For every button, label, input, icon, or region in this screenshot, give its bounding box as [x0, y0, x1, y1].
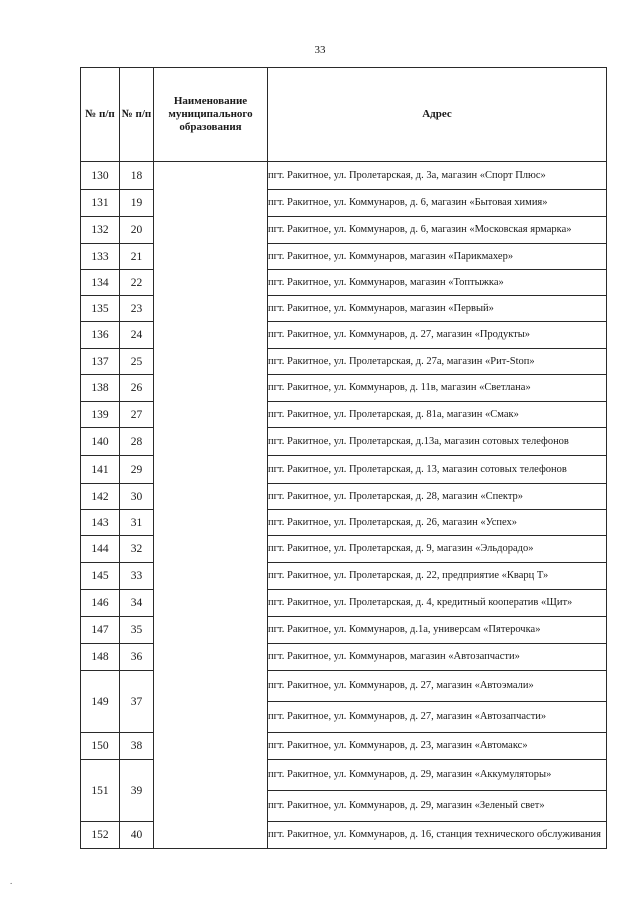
row-number: 147: [81, 617, 120, 644]
row-number: 134: [81, 270, 120, 296]
address-cell: пгт. Ракитное, ул. Пролетарская, д.13а, магазин сотовых телефонов: [268, 428, 607, 456]
address-cell: пгт. Ракитное, ул. Пролетарская, д. 13, магазин сотовых телефонов: [268, 456, 607, 484]
local-number: 31: [120, 510, 154, 536]
address-cell: пгт. Ракитное, ул. Пролетарская, д. 4, кредитный кооператив «Щит»: [268, 590, 607, 617]
row-number: 145: [81, 563, 120, 590]
local-number: 21: [120, 244, 154, 270]
header-num-2: № п/п: [120, 68, 154, 162]
address-cell: пгт. Ракитное, ул. Коммунаров, магазин «Автозапчасти»: [268, 644, 607, 671]
address-cell: пгт. Ракитное, ул. Коммунаров, д. 11в, магазин «Светлана»: [268, 375, 607, 402]
address-cell: пгт. Ракитное, ул. Коммунаров, д. 29, магазин «Аккумуляторы»: [268, 760, 607, 791]
row-number: 146: [81, 590, 120, 617]
address-cell: пгт. Ракитное, ул. Пролетарская, д. 3а, магазин «Спорт Плюс»: [268, 162, 607, 190]
address-cell: пгт. Ракитное, ул. Коммунаров, магазин «Первый»: [268, 296, 607, 322]
row-number: 136: [81, 322, 120, 349]
local-number: 24: [120, 322, 154, 349]
address-cell: пгт. Ракитное, ул. Пролетарская, д. 22, предприятие «Кварц Т»: [268, 563, 607, 590]
local-number: 28: [120, 428, 154, 456]
address-cell: пгт. Ракитное, ул. Коммунаров, д. 27, магазин «Продукты»: [268, 322, 607, 349]
local-number: 32: [120, 536, 154, 563]
address-cell: пгт. Ракитное, ул. Коммунаров, магазин «Топтыжка»: [268, 270, 607, 296]
row-number: 138: [81, 375, 120, 402]
local-number: 27: [120, 402, 154, 428]
address-cell: пгт. Ракитное, ул. Коммунаров, д. 6, магазин «Московская ярмарка»: [268, 217, 607, 244]
row-number: 150: [81, 733, 120, 760]
local-number: 33: [120, 563, 154, 590]
row-number: 142: [81, 484, 120, 510]
address-cell: пгт. Ракитное, ул. Пролетарская, д. 28, магазин «Спектр»: [268, 484, 607, 510]
local-number: 36: [120, 644, 154, 671]
address-cell: пгт. Ракитное, ул. Коммунаров, д. 29, магазин «Зеленый свет»: [268, 791, 607, 822]
address-cell: пгт. Ракитное, ул. Коммунаров, д. 6, магазин «Бытовая химия»: [268, 190, 607, 217]
row-number: 131: [81, 190, 120, 217]
row-number: 140: [81, 428, 120, 456]
local-number: 40: [120, 822, 154, 849]
table-row: [81, 162, 607, 190]
local-number: 25: [120, 349, 154, 375]
table-header-row: [81, 68, 607, 162]
header-address: Адрес: [268, 68, 607, 162]
local-number: 30: [120, 484, 154, 510]
row-number: 148: [81, 644, 120, 671]
row-number: 139: [81, 402, 120, 428]
municipality-cell: [154, 162, 268, 849]
row-number: 149: [81, 671, 120, 733]
address-cell: пгт. Ракитное, ул. Пролетарская, д. 81а, магазин «Смак»: [268, 402, 607, 428]
address-cell: пгт. Ракитное, ул. Пролетарская, д. 9, магазин «Эльдорадо»: [268, 536, 607, 563]
header-num-1: № п/п: [81, 68, 120, 162]
row-number: 130: [81, 162, 120, 190]
row-number: 132: [81, 217, 120, 244]
address-cell: пгт. Ракитное, ул. Коммунаров, магазин «Парикмахер»: [268, 244, 607, 270]
address-cell: пгт. Ракитное, ул. Коммунаров, д. 23, магазин «Автомакс»: [268, 733, 607, 760]
local-number: 22: [120, 270, 154, 296]
local-number: 37: [120, 671, 154, 733]
local-number: 20: [120, 217, 154, 244]
local-number: 38: [120, 733, 154, 760]
row-number: 137: [81, 349, 120, 375]
local-number: 35: [120, 617, 154, 644]
row-number: 144: [81, 536, 120, 563]
address-cell: пгт. Ракитное, ул. Пролетарская, д. 27а, магазин «Рит-Stoп»: [268, 349, 607, 375]
local-number: 26: [120, 375, 154, 402]
row-number: 151: [81, 760, 120, 822]
address-cell: пгт. Ракитное, ул. Коммунаров, д. 27, магазин «Автозапчасти»: [268, 702, 607, 733]
table-body: [81, 162, 607, 849]
local-number: 34: [120, 590, 154, 617]
row-number: 141: [81, 456, 120, 484]
local-number: 29: [120, 456, 154, 484]
local-number: 23: [120, 296, 154, 322]
row-number: 152: [81, 822, 120, 849]
local-number: 18: [120, 162, 154, 190]
address-cell: пгт. Ракитное, ул. Коммунаров, д.1а, универсам «Пятерочка»: [268, 617, 607, 644]
address-cell: пгт. Ракитное, ул. Коммунаров, д. 16, станция технического обслуживания: [268, 822, 607, 849]
local-number: 19: [120, 190, 154, 217]
address-cell: пгт. Ракитное, ул. Коммунаров, д. 27, магазин «Автоэмали»: [268, 671, 607, 702]
local-number: 39: [120, 760, 154, 822]
address-cell: пгт. Ракитное, ул. Пролетарская, д. 26, магазин «Успех»: [268, 510, 607, 536]
address-table: [80, 67, 607, 849]
row-number: 143: [81, 510, 120, 536]
row-number: 135: [81, 296, 120, 322]
header-municipality: Наименование муниципального образования: [154, 68, 268, 162]
stray-mark: .: [10, 876, 13, 886]
row-number: 133: [81, 244, 120, 270]
page-number: 33: [314, 44, 326, 56]
